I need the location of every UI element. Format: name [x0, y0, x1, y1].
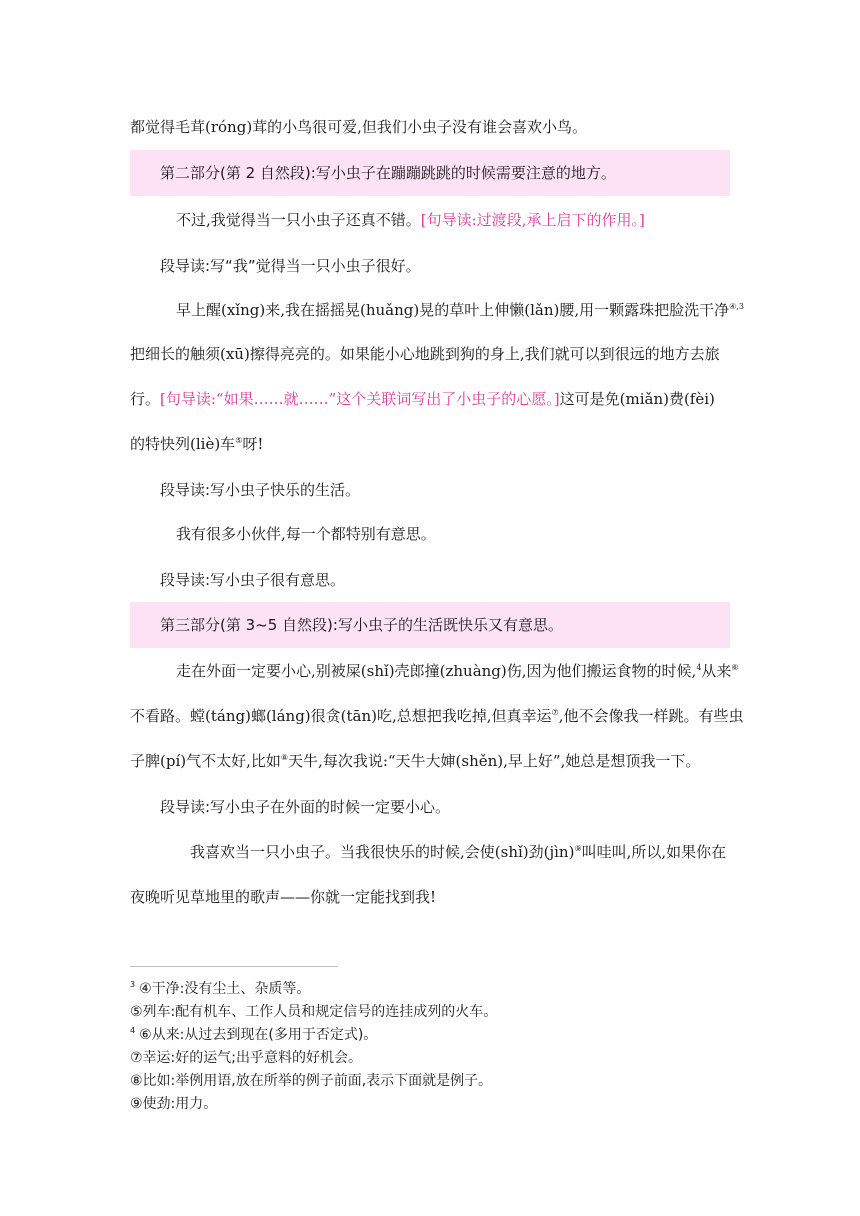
paragraph-intro: 都觉得毛茸(róng)茸的小鸟很可爱,但我们小虫子没有谁会喜欢小鸟。 — [130, 118, 587, 136]
footnote-text: ⑧比如:举例用语,放在所举的例子前面,表示下面就是例子。 — [130, 1073, 493, 1089]
paragraph-5-text: ,他不会像我一样跳。有些虫 — [558, 707, 744, 725]
footnote-text: ⑨使劲:用力。 — [130, 1096, 218, 1112]
footnote-ref: ⑤ — [235, 436, 243, 445]
paragraph-3-text: 行。 — [130, 390, 161, 408]
section-heading-3: 第三部分(第 3~5 自然段):写小虫子的生活既快乐又有意思。 — [160, 616, 563, 634]
paragraph-3-text: 这可是免(miǎn)费(fèi) — [559, 390, 715, 408]
paragraph-5-text: 走在外面一定要小心,别被屎(shǐ)壳郎撞(zhuàng)伤,因为他们搬运食物的时候, — [176, 662, 697, 680]
paragraph-3-text: 呀! — [242, 435, 264, 453]
footnote-item — [130, 1003, 497, 1021]
paragraph-5-text: 从来 — [701, 662, 732, 680]
paragraph-guide-3: 段导读:写小虫子很有意思。 — [160, 571, 346, 589]
footnote-text: ⑥从来:从过去到现在(多用于否定式)。 — [139, 1027, 378, 1043]
section-heading-2: 第二部分(第 2 自然段):写小虫子在蹦蹦跳跳的时候需要注意的地方。 — [160, 164, 616, 182]
paragraph-4: 我有很多小伙伴,每一个都特别有意思。 — [176, 525, 436, 543]
footnote-ref: ⑨ — [574, 844, 582, 853]
paragraph-5-text: 不看路。螳(táng)螂(láng)很贪(tān)吃,总想把我吃掉,但真幸运 — [130, 707, 552, 725]
paragraph-2-text: 不过,我觉得当一只小虫子还真不错。 — [176, 211, 421, 229]
footnote-ref: 4 — [696, 663, 702, 672]
footnote-ref: ⑥ — [731, 663, 739, 672]
paragraph-3-text: 早上醒(xǐng)来,我在摇摇晃(huǎng)晃的草叶上伸懒(lǎn)腰,用一颗露珠把脸洗干净 — [176, 301, 730, 319]
footnote-ref: ⑦ — [551, 708, 559, 717]
footnote-item — [130, 1026, 377, 1044]
paragraph-3-line-2: 把细长的触须(xū)擦得亮亮的。如果能小心地跳到狗的身上,我们就可以到很远的地方去旅 — [130, 345, 720, 363]
footnote-text: ⑤列车:配有机车、工作人员和规定信号的连挂成列的火车。 — [130, 1004, 498, 1020]
footnote-ref: ⑧ — [280, 753, 289, 762]
paragraph-5-line-3 — [130, 751, 730, 771]
sentence-guide-note: [句导读:过渡段,承上启下的作用。] — [420, 211, 645, 229]
paragraph-5-text: 子脾(pí)气不太好,比如 — [130, 752, 281, 770]
paragraph-guide-1: 段导读:写“我”觉得当一只小虫子很好。 — [160, 257, 421, 275]
paragraph-6-text: 我喜欢当一只小虫子。当我很快乐的时候,会使(shǐ)劲(jìn) — [190, 843, 575, 861]
footnote-mark: 4 — [130, 1026, 136, 1035]
paragraph-3-line-4 — [130, 434, 730, 454]
footnote-item — [130, 1049, 362, 1067]
footnote-item — [130, 980, 310, 998]
paragraph-6-text: 叫哇叫,所以,如果你在 — [581, 843, 727, 861]
paragraph-6-line-1 — [190, 842, 790, 862]
paragraph-6-line-2: 夜晚听见草地里的歌声——你就一定能找到我! — [130, 888, 437, 906]
paragraph-3-line-3 — [130, 389, 730, 409]
paragraph-3-line-1 — [176, 300, 776, 320]
paragraph-guide-4: 段导读:写小虫子在外面的时候一定要小心。 — [160, 798, 451, 816]
footnote-text: ⑦幸运:好的运气;出乎意料的好机会。 — [130, 1050, 362, 1066]
sentence-guide-note: [句导读:“如果……就……”这个关联词写出了小虫子的心愿。] — [160, 390, 560, 408]
paragraph-3-text: 的特快列(liè)车 — [130, 435, 236, 453]
section-band-3 — [130, 602, 730, 648]
paragraph-guide-2: 段导读:写小虫子快乐的生活。 — [160, 481, 361, 499]
footnote-text: ④干净:没有尘土、杂质等。 — [139, 981, 311, 997]
paragraph-5-text: 天牛,每次我说:“天牛大婶(shěn),早上好”,她总是想顶我一下。 — [288, 752, 701, 770]
footnote-mark: 3 — [130, 980, 136, 989]
paragraph-5-line-1 — [176, 661, 776, 681]
paragraph-2 — [176, 210, 776, 230]
footnote-ref: ④,3 — [729, 302, 744, 311]
footnote-item — [130, 1095, 217, 1113]
paragraph-5-line-2 — [130, 706, 744, 726]
footnote-divider — [130, 966, 338, 967]
footnote-item — [130, 1072, 492, 1090]
section-band-2 — [130, 150, 730, 196]
